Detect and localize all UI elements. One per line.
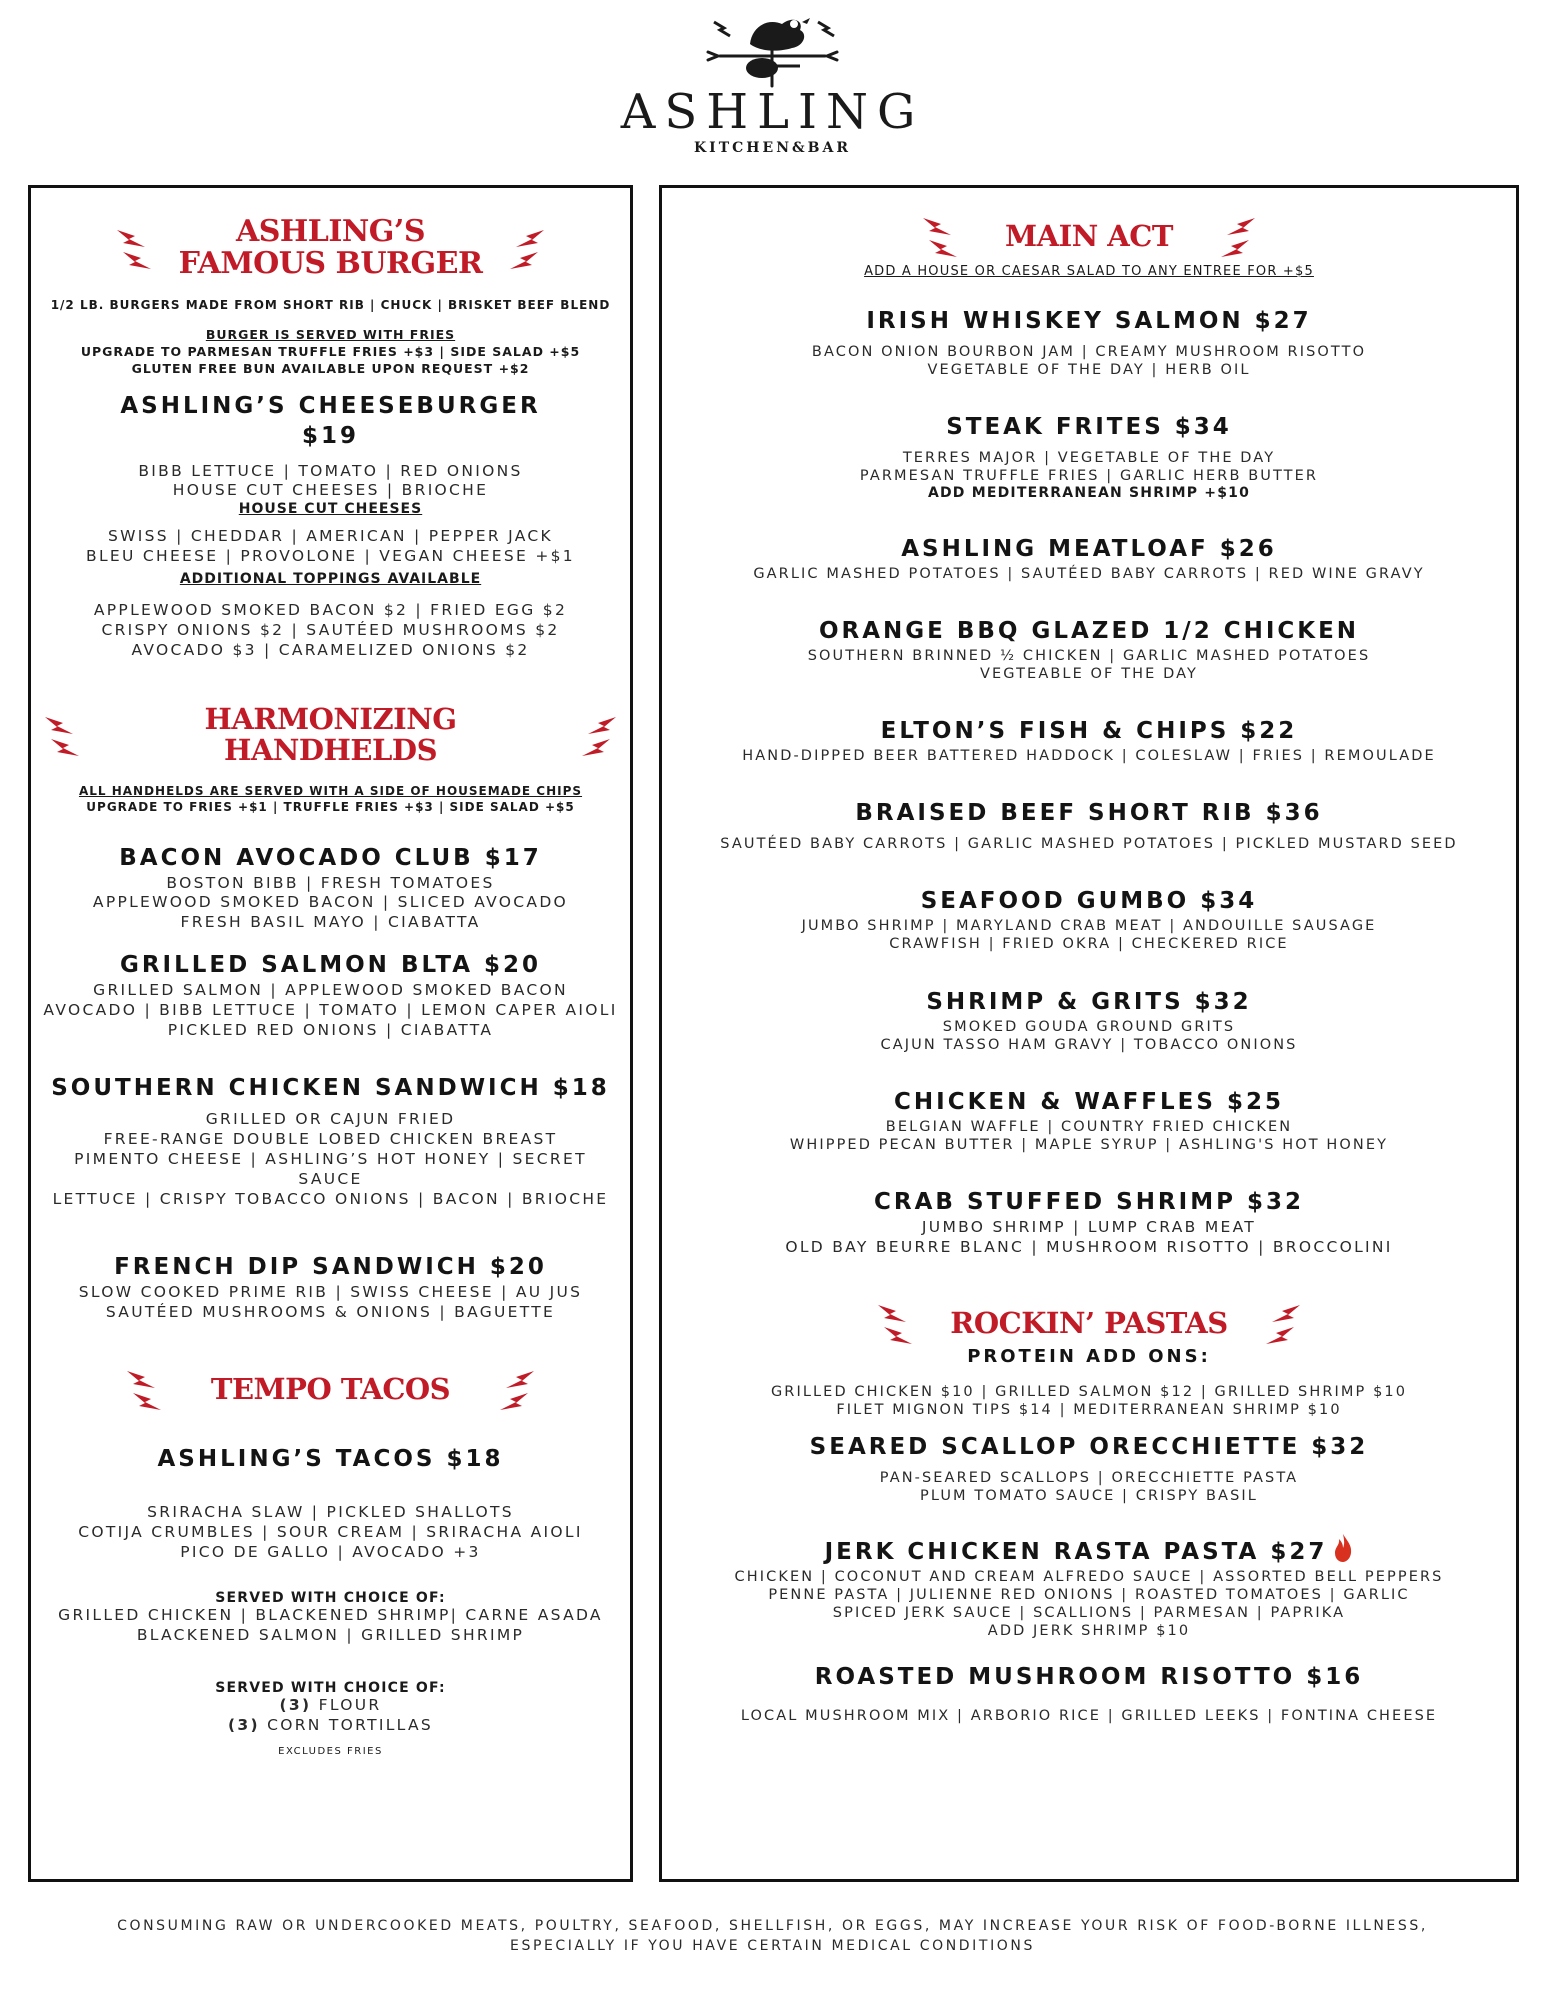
lightning-bolt-icon (572, 713, 622, 757)
pasta-desc-line: PENNE PASTA | JULIENNE RED ONIONS | ROASTED TOMATOES | GARLIC (768, 1587, 1410, 1604)
pasta-name: SEARED SCALLOP ORECCHIETTE $32 (809, 1434, 1369, 1461)
tacos-name: ASHLING’S TACOS $18 (157, 1445, 504, 1472)
entree-item (670, 617, 1508, 683)
lightning-bolt-icon (111, 226, 161, 270)
protein-addons-heading: PROTEIN ADD ONS: (967, 1346, 1211, 1368)
entree-name: CRAB STUFFED SHRIMP $32 (874, 1188, 1304, 1215)
lightning-bolt-icon (39, 713, 89, 757)
entree-desc-line: OLD BAY BEURRE BLANC | MUSHROOM RISOTTO | BROCCOLINI (785, 1237, 1393, 1256)
entree-name: BRAISED BEEF SHORT RIB $36 (855, 800, 1323, 827)
handheld-item (39, 1074, 622, 1209)
main-act-section-head (670, 214, 1508, 258)
entree-item (670, 799, 1508, 853)
lightning-bolt-icon (1211, 214, 1261, 258)
cheeses-line: SWISS | CHEDDAR | AMERICAN | PEPPER JACK (108, 527, 553, 546)
handheld-desc-line: FREE-RANGE DOUBLE LOBED CHICKEN BREAST (103, 1130, 558, 1149)
pasta-desc-line: CHICKEN | COCONUT AND CREAM ALFREDO SAUCE | ASSORTED BELL PEPPERS (734, 1569, 1444, 1586)
handheld-desc-line: BOSTON BIBB | FRESH TOMATOES (166, 873, 495, 892)
menu-header (0, 0, 1545, 180)
disclaimer-line: ESPECIALLY IF YOU HAVE CERTAIN MEDICAL CONDITIONS (510, 1938, 1035, 1955)
tacos-section-title: TEMPO TACOS (210, 1371, 451, 1406)
left-menu-panel (28, 185, 633, 1882)
entree-desc-line: TERRES MAJOR | VEGETABLE OF THE DAY (902, 450, 1276, 467)
pasta-name: JERK CHICKEN RASTA PASTA $27 (824, 1539, 1328, 1566)
pastas-section-title: ROCKIN’ PASTAS (950, 1306, 1228, 1341)
brand-name: ASHLING (620, 84, 925, 140)
handheld-name: BACON AVOCADO CLUB $17 (119, 844, 542, 871)
entree-name: CHICKEN & WAFFLES $25 (894, 1088, 1284, 1115)
entree-item (670, 887, 1508, 953)
tacos-section-head (39, 1367, 622, 1411)
burger-section-head (39, 216, 622, 279)
entree-desc-line: PARMESAN TRUFFLE FRIES | GARLIC HERB BUTTER (859, 468, 1319, 485)
burger-served-note: BURGER IS SERVED WITH FRIES (205, 327, 456, 343)
entree-desc-line: SMOKED GOUDA GROUND GRITS (942, 1018, 1236, 1035)
burger-upgrade-note: UPGRADE TO PARMESAN TRUFFLE FRIES +$3 | SIDE SALAD +$5 (80, 344, 581, 360)
pasta-name: ROASTED MUSHROOM RISOTTO $16 (814, 1663, 1364, 1690)
entree-item (670, 717, 1508, 765)
tacos-desc-line: COTIJA CRUMBLES | SOUR CREAM | SRIRACHA AIOLI (78, 1522, 583, 1541)
handhelds-section-head (39, 704, 622, 765)
cheeses-line: BLEU CHEESE | PROVOLONE | VEGAN CHEESE +$1 (86, 547, 575, 566)
tortilla-option (39, 1696, 622, 1716)
handheld-item (39, 951, 622, 1040)
protein-addons-line: GRILLED CHICKEN $10 | GRILLED SALMON $12 | GRILLED SHRIMP $10 (770, 1383, 1408, 1400)
entree-desc-line: VEGTEABLE OF THE DAY (980, 666, 1198, 683)
lightning-bolt-icon (490, 1367, 540, 1411)
entree-add-on: ADD MEDITERRANEAN SHRIMP +$10 (927, 485, 1251, 502)
brand-subtitle: KITCHEN&BAR (694, 140, 851, 156)
handheld-desc-line: PICKLED RED ONIONS | CIABATTA (167, 1020, 494, 1039)
toppings-line: APPLEWOOD SMOKED BACON $2 | FRIED EGG $2 (93, 600, 568, 619)
lightning-bolt-icon (500, 226, 550, 270)
cheeseburger-desc-line: BIBB LETTUCE | TOMATO | RED ONIONS (138, 461, 523, 480)
handheld-desc-line: GRILLED SALMON | APPLEWOOD SMOKED BACON (93, 980, 568, 999)
tacos-desc-line: PICO DE GALLO | AVOCADO +3 (180, 1542, 481, 1561)
tacos-protein-line: GRILLED CHICKEN | BLACKENED SHRIMP| CARNE ASADA (58, 1606, 603, 1625)
disclaimer-line: CONSUMING RAW OR UNDERCOOKED MEATS, POULTRY, SEAFOOD, SHELLFISH, OR EGGS, MAY INCREASE YOUR RISK OF FOOD-BORNE ILLNESS, (117, 1918, 1428, 1934)
pastas-section-head (670, 1301, 1508, 1345)
handheld-item (39, 1253, 622, 1323)
handheld-name: SOUTHERN CHICKEN SANDWICH $18 (51, 1075, 610, 1102)
entree-desc-line: BACON ONION BOURBON JAM | CREAMY MUSHROOM RISOTTO (811, 343, 1367, 360)
entree-name: SHRIMP & GRITS $32 (926, 988, 1252, 1015)
toppings-line: CRISPY ONIONS $2 | SAUTÉED MUSHROOMS $2 (101, 620, 560, 639)
entree-item (670, 1188, 1508, 1258)
handheld-name: GRILLED SALMON BLTA $20 (119, 952, 542, 979)
handheld-desc-line: SAUTÉED MUSHROOMS & ONIONS | BAGUETTE (105, 1303, 556, 1322)
burger-gluten-note: GLUTEN FREE BUN AVAILABLE UPON REQUEST +$2 (131, 360, 530, 376)
handhelds-upgrade-note: UPGRADE TO FRIES +$1 | TRUFFLE FRIES +$3 | SIDE SALAD +$5 (86, 800, 575, 815)
entree-desc-line: SOUTHERN BRINNED ½ CHICKEN | GARLIC MASHED POTATOES (807, 648, 1371, 665)
pasta-item (670, 1433, 1508, 1505)
entree-name: ORANGE BBQ GLAZED 1/2 CHICKEN (818, 618, 1360, 645)
handhelds-section-title: HARMONIZING HANDHELDS (204, 702, 457, 767)
burger-title-line2: FAMOUS BURGER (178, 245, 483, 281)
entree-desc-line: BELGIAN WAFFLE | COUNTRY FRIED CHICKEN (885, 1118, 1293, 1135)
toppings-line: AVOCADO $3 | CARAMELIZED ONIONS $2 (131, 640, 530, 659)
entree-item (670, 307, 1508, 379)
handheld-desc-line: GRILLED OR CAJUN FRIED (205, 1110, 456, 1129)
entree-name: ASHLING MEATLOAF $26 (901, 536, 1277, 563)
lightning-bolt-icon (917, 214, 967, 258)
handheld-desc-line: SLOW COOKED PRIME RIB | SWISS CHEESE | AU JUS (78, 1283, 583, 1302)
burger-blend-note: 1/2 LB. BURGERS MADE FROM SHORT RIB | CHUCK | BRISKET BEEF BLEND (50, 298, 611, 312)
cheeseburger-name: ASHLING’S CHEESEBURGER (120, 392, 541, 419)
entree-name: SEAFOOD GUMBO $34 (920, 888, 1258, 915)
main-act-salad-note: ADD A HOUSE OR CAESAR SALAD TO ANY ENTREE FOR +$5 (864, 264, 1314, 279)
protein-addons-line: FILET MIGNON TIPS $14 | MEDITERRANEAN SHRIMP $10 (836, 1401, 1342, 1418)
handheld-desc-line: FRESH BASIL MAYO | CIABATTA (180, 913, 481, 932)
pasta-item (670, 1533, 1508, 1640)
pasta-desc-line: PLUM TOMATO SAUCE | CRISPY BASIL (920, 1488, 1258, 1505)
handheld-desc-line: LETTUCE | CRISPY TOBACCO ONIONS | BACON | BRIOCHE (52, 1189, 609, 1208)
pasta-desc-line: SPICED JERK SAUCE | SCALLIONS | PARMESAN | PAPRIKA (832, 1605, 1346, 1622)
cheeseburger-desc-line: HOUSE CUT CHEESES | BRIOCHE (172, 481, 489, 500)
tacos-choice-heading: SERVED WITH CHOICE OF: (215, 1680, 446, 1696)
lightning-bolt-icon (872, 1301, 922, 1345)
entree-name: ELTON’S FISH & CHIPS $22 (880, 718, 1298, 745)
handheld-item (39, 844, 622, 933)
right-menu-panel (659, 185, 1519, 1882)
handheld-desc-line: PIMENTO CHEESE | ASHLING’S HOT HONEY | SECRET SAUCE (74, 1149, 587, 1188)
entree-item (670, 535, 1508, 583)
handhelds-chips-note: ALL HANDHELDS ARE SERVED WITH A SIDE OF HOUSEMADE CHIPS (78, 784, 583, 799)
entree-item (670, 988, 1508, 1054)
entree-name: STEAK FRITES $34 (946, 414, 1232, 441)
pasta-item (670, 1663, 1508, 1725)
tortilla-count: (3) (227, 1715, 260, 1734)
tacos-desc-line: SRIRACHA SLAW | PICKLED SHALLOTS (147, 1502, 514, 1521)
entree-item (670, 1088, 1508, 1154)
tortilla-type: CORN TORTILLAS (267, 1715, 434, 1734)
pasta-desc-line: ADD JERK SHRIMP $10 (987, 1623, 1191, 1640)
main-act-section-title: MAIN ACT (1005, 218, 1173, 253)
house-cheeses-heading: HOUSE CUT CHEESES (238, 501, 423, 518)
entree-desc-line: CAJUN TASSO HAM GRAVY | TOBACCO ONIONS (880, 1036, 1298, 1053)
tortilla-count: (3) (279, 1696, 312, 1714)
tortilla-option (39, 1716, 622, 1736)
lightning-bolt-icon (121, 1367, 171, 1411)
burger-section-title (179, 216, 483, 279)
excludes-fries-note: EXCLUDES FRIES (278, 1745, 383, 1757)
pasta-name-row (670, 1533, 1508, 1568)
entree-desc-line: SAUTÉED BABY CARROTS | GARLIC MASHED POTATOES | PICKLED MUSTARD SEED (720, 836, 1458, 853)
flame-icon (1333, 1533, 1353, 1563)
entree-item (670, 413, 1508, 501)
pasta-desc-line: PAN-SEARED SCALLOPS | ORECCHIETTE PASTA (879, 1469, 1299, 1486)
toppings-heading: ADDITIONAL TOPPINGS AVAILABLE (179, 570, 482, 587)
food-safety-disclaimer (0, 1916, 1545, 1957)
cheeseburger-price: $19 (301, 422, 359, 449)
handheld-name: FRENCH DIP SANDWICH $20 (114, 1254, 547, 1281)
tacos-protein-line: BLACKENED SALMON | GRILLED SHRIMP (136, 1626, 525, 1645)
entree-desc-line: GARLIC MASHED POTATOES | SAUTÉED BABY CARROTS | RED WINE GRAVY (753, 566, 1425, 583)
entree-desc-line: JUMBO SHRIMP | MARYLAND CRAB MEAT | ANDOUILLE SAUSAGE (801, 918, 1377, 935)
pasta-desc-line: LOCAL MUSHROOM MIX | ARBORIO RICE | GRILLED LEEKS | FONTINA CHEESE (740, 1707, 1438, 1724)
tacos-choice-heading: SERVED WITH CHOICE OF: (215, 1590, 446, 1607)
entree-name: IRISH WHISKEY SALMON $27 (866, 308, 1312, 334)
entree-desc-line: WHIPPED PECAN BUTTER | MAPLE SYRUP | ASHLING'S HOT HONEY (789, 1136, 1389, 1153)
entree-desc-line: VEGETABLE OF THE DAY | HERB OIL (927, 362, 1251, 379)
handheld-desc-line: APPLEWOOD SMOKED BACON | SLICED AVOCADO (92, 893, 569, 912)
tortilla-type: FLOUR (318, 1696, 382, 1714)
lightning-bolt-icon (1256, 1301, 1306, 1345)
entree-desc-line: CRAWFISH | FRIED OKRA | CHECKERED RICE (889, 936, 1289, 953)
burger-title-line1: ASHLING’S (235, 214, 426, 249)
entree-desc-line: JUMBO SHRIMP | LUMP CRAB MEAT (921, 1217, 1257, 1236)
rooster-guitar-logo-icon (700, 8, 845, 88)
entree-desc-line: HAND-DIPPED BEER BATTERED HADDOCK | COLESLAW | FRIES | REMOULADE (742, 748, 1436, 765)
handheld-desc-line: AVOCADO | BIBB LETTUCE | TOMATO | LEMON CAPER AIOLI (43, 1000, 618, 1019)
